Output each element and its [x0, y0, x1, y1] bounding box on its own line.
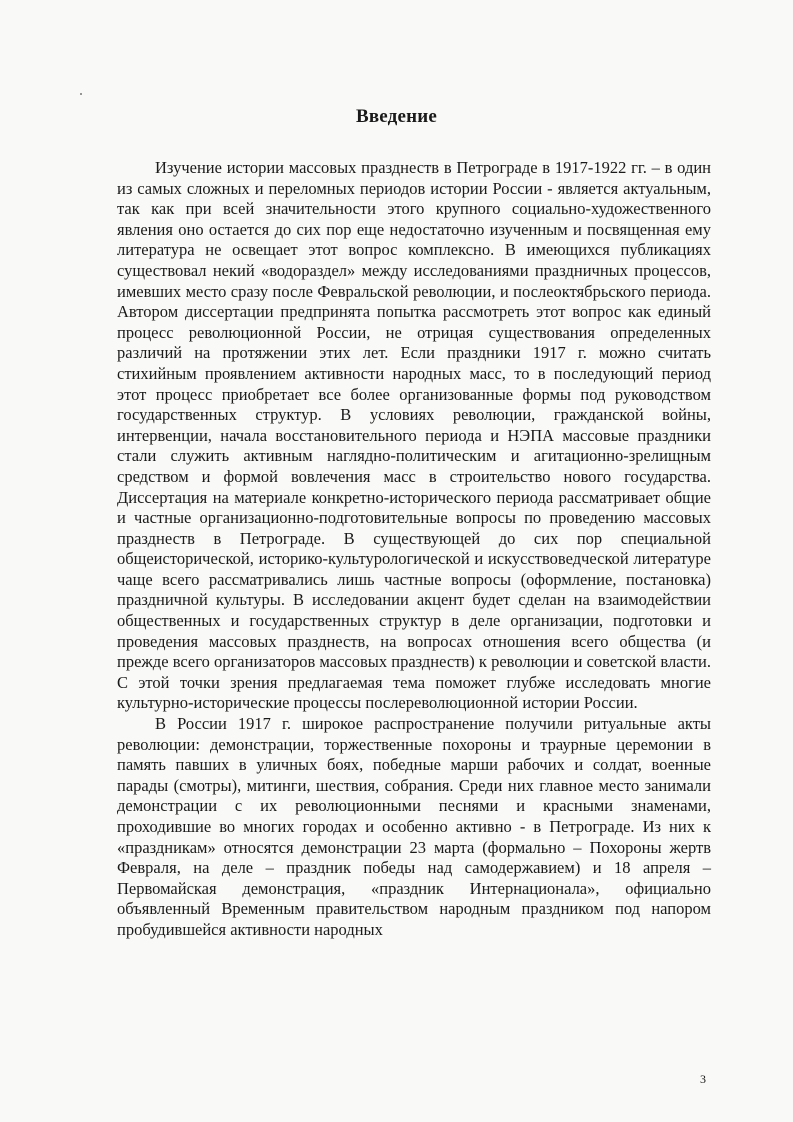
body-text	[117, 158, 711, 941]
paragraph-1: Изучение истории массовых празднеств в Петрограде в 1917-1922 гг. – в один из самых сложных и переломных периодов истории России - является актуальным, так как при всей значительности этого крупного социально-художественного явления оно остается до сих пор еще недостаточно изученным и посвященная ему литература не освещает этот вопрос комплексно. В имеющихся публикациях существовал некий «водораздел» между исследованиями праздничных процессов, имевших место сразу после Февральской революции, и послеоктябрьского периода. Автором диссертации предпринята попытка рассмотреть этот вопрос как единый процесс революционной России, не отрицая существования определенных различий на протяжении этих лет. Если праздники 1917 г. можно считать стихийным проявлением активности народных масс, то в последующий период этот процесс приобретает все более организованные формы под руководством государственных структур. В условиях революции, гражданской войны, интервенции, начала восстановительного периода и НЭПА массовые праздники стали служить активным наглядно-политическим и агитационно-зрелищным средством и формой вовлечения масс в строительство нового государства. Диссертация на материале конкретно-исторического периода рассматривает общие и частные организационно-подготовительные вопросы по проведению массовых празднеств в Петрограде. В существующей до сих пор специальной общеисторической, историко-культурологической и искусствоведческой литературе чаще всего рассматривались лишь частные вопросы (оформление, постановка) праздничной культуры. В исследовании акцент будет сделан на взаимодействии общественных и государственных структур в деле организации, подготовки и проведения массовых празднеств, на вопросах отношения всего общества (и прежде всего организаторов массовых празднеств) к революции и советской власти. С этой точки зрения предлагаемая тема поможет глубже исследовать многие культурно-исторические процессы послереволюционной истории России.	[117, 158, 711, 713]
paragraph-2: В России 1917 г. широкое распространение получили ритуальные акты революции: демонстрации, торжественные похороны и траурные церемонии в память павших в уличных боях, победные марши рабочих и солдат, военные парады (смотры), митинги, шествия, собрания. Среди них главное место занимали демонстрации с их революционными песнями и красными знаменами, проходившие во многих городах и особенно активно - в Петрограде. Из них к «праздникам» относятся демонстрации 23 марта (формально – Похороны жертв Февраля, на деле – праздник победы над самодержавием) и 18 апреля – Первомайская демонстрация, «праздник Интернационала», официально объявленный Временным правительством народным праздником под напором пробудившейся активности народных	[117, 714, 711, 939]
page-title: Введение	[355, 106, 438, 127]
page-number: 3	[700, 1072, 706, 1086]
scan-speck	[80, 93, 82, 95]
